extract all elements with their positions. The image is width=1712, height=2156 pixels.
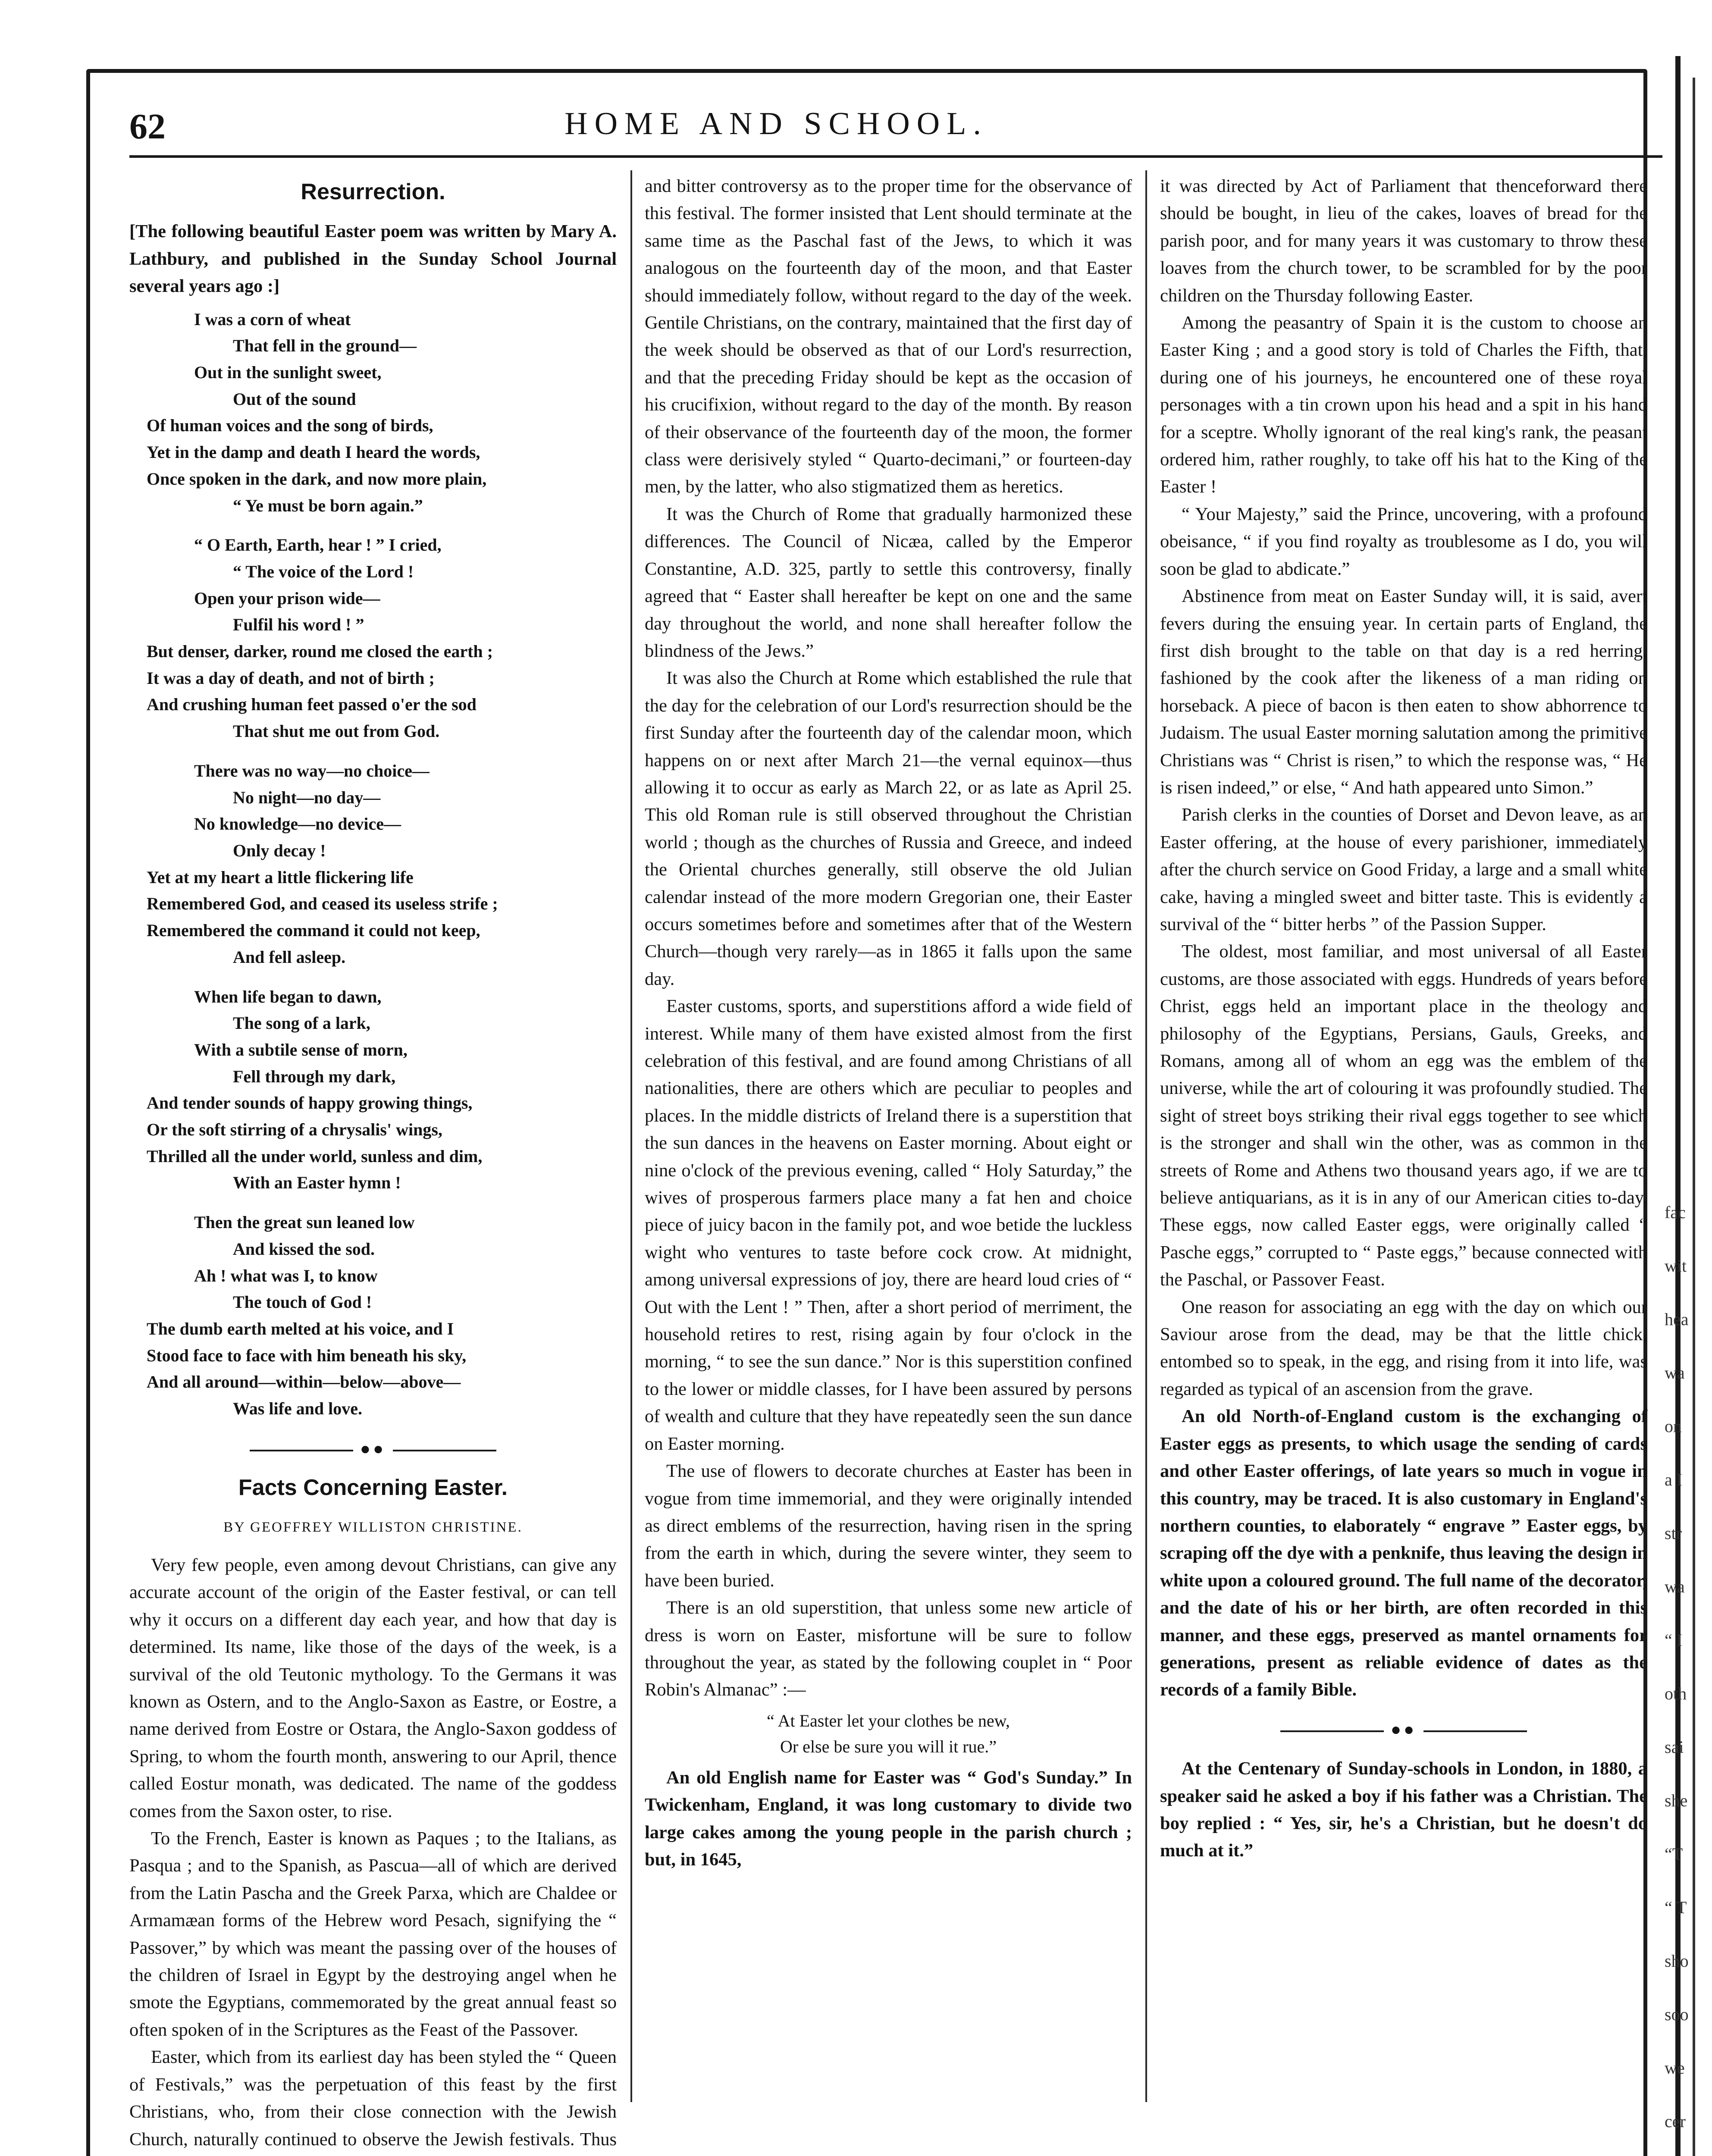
- adjacent-fragment: hea: [1665, 1310, 1689, 1329]
- poem-line: The dumb earth melted at his voice, and I: [147, 1319, 454, 1338]
- column-3: [1160, 172, 1647, 1865]
- adjacent-fragment: sai: [1665, 1737, 1684, 1757]
- poem-line: Fell through my dark,: [233, 1066, 396, 1086]
- stanza: [129, 984, 617, 1197]
- paragraph: It was also the Church at Rome which established the rule that the day for the celebration of our Lord's resurrection should be the first Sunday after the fourteenth day of the calendar moon, which happens on or next after March 21—the vernal equinox—thus allowing it to occur as early as March 22, or as late as April 25. This old Roman rule is still observed throughout the Christian world ; though as the churches of Russia and Greece, and indeed the Oriental churches generally, still observe the old Julian calendar instead of the more modern Gregorian one, their Easter occurs sometimes before and sometimes after that of the Western Church—though very rarely—as in 1865 it falls upon the same day.: [645, 668, 1132, 989]
- masthead: [129, 106, 1665, 153]
- poem-line: Stood face to face with him beneath his sky,: [147, 1345, 467, 1365]
- paragraph: Very few people, even among devout Christians, can give any accurate account of the origin of the Easter festival, or can tell why it occurs on a different day each year, and how that day is determined. Its name, like those of the days of the week, is a survival of the old Teutonic mythology. To the Germans it was known as Ostern, and to the Anglo-Saxon as Eastre, or Eostre, a name derived from Eostre or Ostara, the Anglo-Saxon goddess of Spring, to whom the fourth month, answering to our April, thence called Eostur monath, was dedicated. The name of the goddess comes from the Saxon oster, to rise.: [129, 1554, 617, 1821]
- paragraph: and bitter controversy as to the proper time for the observance of this festival. The former insisted that Lent should terminate at the same time as the Paschal fast of the Jews, to which it was analogous on the fourteenth day of the moon, and that Easter should immediately follow, without regard to the day of the week. Gentile Christians, on the contrary, maintained that the first day of the week should be observed as that of our Lord's resurrection, and that the preceding Friday should be kept as the occasion of his crucifixion, without regard to the day of the month. By reason of their observance of the fourteenth day of the moon, the former class were derisively styled “ Quarto-decimani,” or fourteen-day men, by the latter, who also stigmatized them as heretics.: [645, 176, 1132, 497]
- poem-intro: [The following beautiful Easter poem was written by Mary A. Lathbury, and published in the Sunday School Journal several years ago :]: [129, 221, 617, 297]
- poem-line: Remembered God, and ceased its useless strife ;: [147, 894, 498, 914]
- adjacent-fragment: “T: [1665, 1844, 1683, 1864]
- paragraph: The use of flowers to decorate churches at Easter has been in vogue from time immemorial, and they were originally intended as direct emblems of the resurrection, having risen in the spring from the earth in which, during the severe winter, they seem to have been buried.: [645, 1461, 1132, 1591]
- column-2: [645, 172, 1132, 1873]
- column-rule: [1145, 170, 1147, 2102]
- poem-line: Fulfil his word ! ”: [233, 615, 364, 635]
- adjacent-fragment: on: [1665, 1416, 1682, 1436]
- section-ornament: ●●: [129, 1435, 617, 1462]
- poem-line: Of human voices and the song of birds,: [147, 416, 433, 436]
- column-rule: [630, 170, 632, 2102]
- adjacent-fragment: “ T: [1665, 1898, 1687, 1917]
- anecdote-paragraph: At the Centenary of Sunday-schools in London, in 1880, a speaker said he asked a boy if his father was a Christian. The boy replied : “ Yes, sir, he's a Christian, but he doesn't do much at it.”: [1160, 1758, 1647, 1861]
- poem-line: There was no way—no choice—: [194, 761, 430, 780]
- page-number: 62: [129, 107, 166, 147]
- poem-line: The song of a lark,: [233, 1013, 370, 1033]
- poem-line: Ah ! what was I, to know: [194, 1266, 378, 1285]
- column-1: [129, 172, 617, 2156]
- poem: [129, 306, 617, 1422]
- header-rule: [129, 155, 1662, 158]
- paragraph: An old English name for Easter was “ God's Sunday.” In Twickenham, England, it was long customary to divide two large cakes among the young people in the parish church ; but, in 1645,: [645, 1767, 1132, 1870]
- poem-heading: Resurrection.: [301, 179, 445, 204]
- article-heading: Facts Concerning Easter.: [238, 1475, 508, 1501]
- adjacent-fragment: we: [1665, 2058, 1685, 2078]
- poem-line: It was a day of death, and not of birth ;: [147, 668, 435, 688]
- poem-line: Then the great sun leaned low: [194, 1213, 415, 1232]
- section-ornament: ●●: [1160, 1716, 1647, 1743]
- paragraph: Abstinence from meat on Easter Sunday will, it is said, avert fevers during the ensuing year. In certain parts of England, the first dish brought to the table on that day is a red herring, fashioned by the cook after the likeness of a man riding on horseback. A piece of bacon is then eaten to show abhorrence to Judaism. The usual Easter morning salutation among the primitive Christians was “ Christ is risen,” to which the response was, “ He is risen indeed,” or else, “ And hath appeared unto Simon.”: [1160, 586, 1647, 798]
- adjacent-fragment: oth: [1665, 1684, 1687, 1703]
- paragraph: “ Your Majesty,” said the Prince, uncovering, with a profound obeisance, “ if you find royalty as troublesome as I do, you will soon be glad to abdicate.”: [1160, 504, 1647, 579]
- stanza: [129, 532, 617, 745]
- article-byline: BY GEOFFREY WILLISTON CHRISTINE.: [223, 1519, 523, 1535]
- poem-line: No night—no day—: [233, 787, 381, 807]
- paragraph: It was the Church of Rome that gradually harmonized these differences. The Council of Nicæa, called by the Emperor Constantine, A.D. 325, partly to settle this controversy, finally agreed that “ Easter shall hereafter be kept on one and the same day throughout the world, and none shall hereafter follow the blindness of the Jews.”: [645, 504, 1132, 661]
- paragraph: it was directed by Act of Parliament that thenceforward there should be bought, in lieu of the cakes, loaves of bread for the parish poor, and for many years it was customary to throw these loaves from the church tower, to be scrambled for by the poor children on the Thursday following Easter.: [1160, 176, 1647, 306]
- poem-line: With a subtile sense of morn,: [194, 1040, 408, 1059]
- adjacent-fragment: she: [1665, 1791, 1688, 1810]
- adjacent-fragment: wit: [1665, 1256, 1687, 1275]
- poem-line: That shut me out from God.: [233, 721, 440, 741]
- adjacent-fragment: a I: [1665, 1470, 1683, 1489]
- poem-line: Yet at my heart a little flickering life: [147, 867, 414, 887]
- stanza: [129, 1209, 617, 1422]
- adjacent-page-strip: [1665, 164, 1695, 2156]
- paragraph: There is an old superstition, that unless some new article of dress is worn on Easter, misfortune will be sure to follow throughout the year, as stated by the following couplet in “ Poor Robin's Almanac” :—: [645, 1598, 1132, 1700]
- poem-line: And crushing human feet passed o'er the sod: [147, 695, 477, 714]
- paragraph: Easter customs, sports, and superstitions afford a wide field of interest. While many of them have existed almost from the first celebration of this festival, and are found among Christians of all nationalities, there are others which are peculiar to peoples and places. In the middle districts of Ireland there is a superstition that the sun dances in the heavens on Easter morning. About eight or nine o'clock of the previous evening, called “ Holy Saturday,” the wives of prosperous farmers place many a fat hen and choice piece of juicy bacon in the family pot, and woe betide the luckless wight who ventures to taste before cock crow. At midnight, among universal expressions of joy, there are heard loud cries of “ Out with the Lent ! ” Then, after a short period of merriment, the household retires to rest, rising again by four o'clock in the morning, “ to see the sun dance.” Nor is this superstition confined to the lower or middle classes, for I have been assured by persons of wealth and culture that they have repeatedly seen the sun dance on Easter morning.: [645, 996, 1132, 1454]
- poem-line: Once spoken in the dark, and now more plain,: [147, 469, 487, 489]
- poem-line: No knowledge—no device—: [194, 814, 401, 834]
- adjacent-fragment: wa: [1665, 1577, 1685, 1596]
- poem-line: But denser, darker, round me closed the earth ;: [147, 642, 493, 661]
- poem-line: Open your prison wide—: [194, 588, 380, 608]
- adjacent-fragment: “ I: [1665, 1630, 1683, 1650]
- paragraph: To the French, Easter is known as Paques ; to the Italians, as Pasqua ; and to the Spanish, as Pascua—all of which are derived from the Latin Pascha and the Greek Parxa, which are Chaldee or Armamæan forms of the Hebrew word Pesach, signifying the “ Passover,” by which was meant the passing over of the houses of the children of Israel in Egypt by the destroying angel when he smote the Egyptians, commemorated by the great annual feast so often spoken of in the Scriptures as the Feast of the Passover.: [129, 1828, 617, 2040]
- poem-line: Only decay !: [233, 840, 326, 860]
- poem-line: “ Ye must be born again.”: [233, 495, 423, 515]
- poem-line: And kissed the sod.: [233, 1239, 375, 1259]
- poem-line: With an Easter hymn !: [233, 1173, 401, 1193]
- adjacent-fragment: cer: [1665, 2112, 1686, 2131]
- poem-line: “ O Earth, Earth, hear ! ” I cried,: [194, 535, 442, 555]
- paragraph: Among the peasantry of Spain it is the custom to choose an Easter King ; and a good story is told of Charles the Fifth, that, during one of his journeys, he encountered one of these royal personages with a tin crown upon his head and a spit in his hand for a sceptre. Wholly ignorant of the real king's rank, the peasant ordered him, rather roughly, to take off his hat to the King of the Easter !: [1160, 313, 1647, 497]
- adjacent-fragment: sho: [1665, 1951, 1689, 1971]
- poem-line: Out of the sound: [233, 389, 356, 409]
- journal-title: HOME AND SCHOOL.: [564, 106, 988, 141]
- adjacent-fragment: fac: [1665, 1203, 1686, 1222]
- poem-line: Out in the sunlight sweet,: [194, 363, 382, 382]
- poem-line: Was life and love.: [233, 1399, 363, 1419]
- poem-line: The touch of God !: [233, 1292, 372, 1312]
- poem-line: Thrilled all the under world, sunless and dim,: [147, 1146, 483, 1166]
- poem-line: Yet in the damp and death I heard the words,: [147, 442, 480, 462]
- poem-line: When life began to dawn,: [194, 987, 382, 1006]
- stanza: [129, 758, 617, 971]
- poem-line: That fell in the ground—: [233, 336, 417, 356]
- poem-line: I was a corn of wheat: [194, 309, 351, 329]
- adjacent-fragment: wa: [1665, 1363, 1685, 1382]
- couplet: [645, 1708, 1132, 1760]
- poem-line: Remembered the command it could not keep,: [147, 921, 480, 940]
- poem-line: And all around—within—below—above—: [147, 1372, 461, 1392]
- couplet-line: “ At Easter let your clothes be new,: [767, 1711, 1010, 1730]
- paragraph: An old North-of-England custom is the exchanging of Easter eggs as presents, to which usage the sending of cards and other Easter offerings, of late years so much in vogue in this country, may be traced. It is also customary in England's northern counties, to elaborately “ engrave ” Easter eggs, by scraping off the dye with a penknife, thus leaving the design in white upon a coloured ground. The full name of the decorator, and the date of his or her birth, are often recorded in this manner, and these eggs, preserved as mantel ornaments for generations, present as reliable evidence of dates as the records of a family Bible.: [1160, 1406, 1647, 1700]
- poem-line: And fell asleep.: [233, 947, 346, 967]
- adjacent-fragment: str: [1665, 1523, 1682, 1543]
- adjacent-fragment: soo: [1665, 2005, 1689, 2024]
- couplet-line: Or else be sure you will it rue.”: [780, 1736, 997, 1756]
- poem-line: And tender sounds of happy growing things,: [147, 1093, 473, 1113]
- paragraph: Easter, which from its earliest day has been styled the “ Queen of Festivals,” was the perpetuation of this feast by the first Christians, who, from their close connection with the Jewish Church, naturally continued to observe the Jewish festivals. Thus: [129, 2047, 617, 2150]
- poem-line: “ The voice of the Lord !: [233, 561, 414, 581]
- paragraph: Parish clerks in the counties of Dorset and Devon leave, as an Easter offering, at the house of every parishioner, immediately after the church service on Good Friday, a large and a small white cake, having a mingled sweet and bitter taste. This is evidently a survival of the “ bitter herbs ” of the Passion Supper.: [1160, 805, 1647, 934]
- poem-line: Or the soft stirring of a chrysalis' wings,: [147, 1120, 442, 1140]
- paragraph: The oldest, most familiar, and most universal of all Easter customs, are those associated with eggs. Hundreds of years before Christ, eggs held an important place in the theology and philosophy of the Egyptians, Persians, Gauls, Greeks, and Romans, among all of whom an egg was the emblem of the universe, while the art of colouring it was profoundly studied. The sight of street boys striking their rival eggs together to see which is the stronger and shall win the other, was as common in the streets of Rome and Athens two thousand years ago, if we are to believe antiquarians, as it is in any of our American cities to-day. These eggs, now called Easter eggs, were originally called “ Pasche eggs,” corrupted to “ Paste eggs,” because connected with the Paschal, or Passover Feast.: [1160, 941, 1647, 1290]
- stanza: [129, 306, 617, 519]
- paragraph: One reason for associating an egg with the day on which our Saviour arose from the dead, may be that the little chick, entombed so to speak, in the egg, and rising from it into life, was regarded as typical of an ascension from the grave.: [1160, 1297, 1647, 1399]
